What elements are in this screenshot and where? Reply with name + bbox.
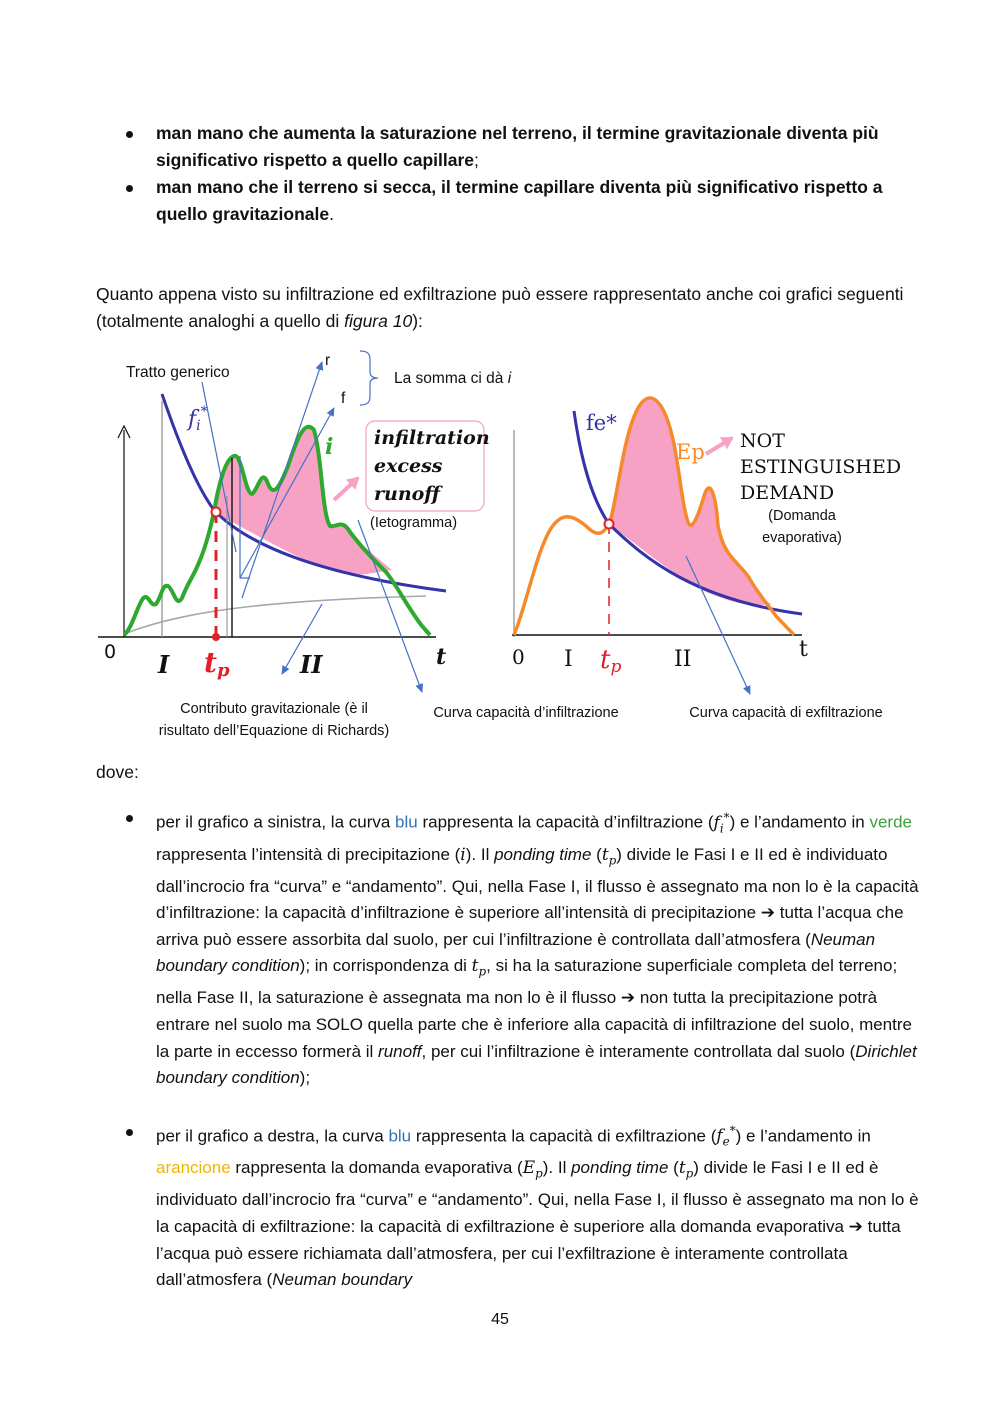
right-phase-1-label: I <box>564 647 573 672</box>
blu-word: blu <box>388 1126 412 1146</box>
not-line-1: NOT <box>740 430 785 452</box>
left-phase-1-label: I <box>158 650 170 679</box>
ponding-time-italic: ponding time <box>571 1158 669 1178</box>
dove-label: dove: <box>96 762 139 782</box>
runoff-italic: runoff <box>378 1041 422 1061</box>
bullet-dot <box>126 131 133 138</box>
fi-symbol: $f_i^*$ <box>713 810 730 836</box>
right-graph <box>512 398 901 721</box>
page-number: 45 <box>491 1311 509 1328</box>
fi-label: fi* <box>188 404 208 434</box>
not-line-2: ESTINGUISHED <box>740 456 902 478</box>
left-origin-label: 0 <box>104 641 117 663</box>
curva-exf-label: Curva capacità di exfiltrazione <box>689 705 883 721</box>
ep-symbol: $E_p$ <box>522 1158 543 1181</box>
bold-text: man mano che il terreno si secca, il termine capillare diventa più significativo rispetto a quello gravitazionale <box>156 177 883 224</box>
text: ): <box>412 311 423 331</box>
pink-arrow-left <box>334 478 358 500</box>
ietogramma-label: (Ietogramma) <box>370 515 458 531</box>
italic-text: figura 10 <box>344 311 413 331</box>
text: . <box>329 204 334 224</box>
left-t-label: t <box>436 644 447 670</box>
text: ; <box>474 150 479 170</box>
blu-word: blu <box>395 812 418 832</box>
bullet-dot <box>126 815 133 822</box>
grav-label-line1: Contributo gravitazionale (è il <box>180 701 368 717</box>
arancione-word: arancione <box>156 1158 231 1178</box>
tp-symbol: $t_p$ <box>601 844 617 868</box>
r-label: r <box>325 352 331 369</box>
left-phase-2-label: II <box>300 650 323 679</box>
i-label: i <box>325 434 334 460</box>
right-phase-2-label: II <box>674 647 692 672</box>
ponding-time-italic: ponding time <box>494 844 592 864</box>
infiltration-exfiltration-figure <box>96 346 916 746</box>
sum-brace <box>360 351 378 405</box>
neuman-italic: Neuman boundary condition <box>156 929 876 976</box>
tratto-label: Tratto generico <box>126 364 230 381</box>
left-graph <box>98 351 622 739</box>
box-line-3: runoff <box>374 483 441 505</box>
domanda-line-2: evaporativa) <box>762 530 842 546</box>
f-label: f <box>341 390 346 407</box>
bold-text: man mano che aumenta la saturazione nel terreno, il termine gravitazionale diventa più significativo rispetto a quello capillare <box>156 123 879 170</box>
body-bullet-1: per il grafico a sinistra, la curva blu rappresenta la capacità d’infiltrazione $(f_i^*)$ e l’andamento in verde rappresenta l’intensità di precipitazione (i). Il ponding time $(t_p)$ divide le Fasi I e II ed è individuato dall’incrocio fra “curva” e “andamento”. Qui, nella Fase I, il flusso è assegnato ma non lo è la capacità d’infiltrazione: la capacità d’infiltrazione è superiore all’intensità di precipitazione ➔ tutta l’acqua che arriva può essere assorbita dal suolo, per cui l’infiltrazione è controllata dall’atmosfera (Neuman boundary condition); in corrispondenza di $t_p$, si ha la saturazione superficiale completa del terreno; nella Fase II, la saturazione è assegnata ma non lo è il flusso ➔ non tutta la precipitazione potrà entrare nel suolo ma SOLO quella parte che è inferiore alla capacità di infiltrazione del suolo, mentre la parte in eccesso formerà il runoff, per cui l’infiltrazione è interamente controllata dal suolo (Dirichlet boundary condition); <box>96 804 926 1092</box>
sum-label: La somma ci dà i <box>394 370 512 387</box>
right-t-label: t <box>799 637 808 662</box>
tp-axis-point <box>212 633 220 641</box>
right-tp-label: tp <box>600 645 622 677</box>
neuman-italic: Neuman boundary <box>272 1270 413 1290</box>
right-ponding-point <box>605 520 614 529</box>
box-line-2: excess <box>374 455 443 477</box>
top-bullet-1 <box>96 120 916 174</box>
dirichlet-italic: Dirichlet boundary condition <box>156 1041 917 1088</box>
body-bullet-list <box>96 804 926 1294</box>
body-bullet-2: per il grafico a destra, la curva blu rappresenta la capacità di exfiltrazione $(f_e^*)$ e l’andamento in arancione rappresenta la domanda evaporativa $(E_p)$. Il ponding time $(t_p)$ divide le Fasi I e II ed è individuato dall’incrocio fra “curva” e “andamento”. Qui, nella Fase I, il flusso è assegnato ma non lo è la capacità di exfiltrazione: la capacità di exfiltrazione è superiore alla domanda evaporativa ➔ tutta l’acqua può essere richiamata dall’atmosfera, per cui l’exfiltrazione è interamente controllata dall’atmosfera (Neuman boundary <box>96 1118 926 1294</box>
text: Quanto appena visto su infiltrazione ed exfiltrazione può essere rappresentato anche coi grafici seguenti (totalmente analoghi a quello di <box>96 284 904 331</box>
i-symbol: i <box>460 844 466 865</box>
ponding-point <box>212 508 221 517</box>
top-bullet-list <box>96 120 916 228</box>
domanda-line-1: (Domanda <box>768 508 836 524</box>
top-bullet-2 <box>96 174 916 228</box>
fe-label: fe* <box>586 411 617 435</box>
right-origin-label: 0 <box>512 645 525 669</box>
ep-label: Ep <box>676 440 705 464</box>
gravitational-curve <box>124 596 426 634</box>
pink-arrow-right <box>706 438 732 454</box>
bullet-dot <box>126 185 133 192</box>
bullet-dot <box>126 1129 133 1136</box>
curva-inf-arrow <box>358 520 422 692</box>
intro-paragraph <box>96 281 916 335</box>
tp-symbol: $t_p$ <box>678 1158 694 1181</box>
grav-label-line2: risultato dell’Equazione di Richards) <box>158 723 390 739</box>
left-tp-label: tp <box>204 646 230 681</box>
curva-inf-label: Curva capacità d’infiltrazione <box>433 705 619 721</box>
fe-symbol: $f_e^*$ <box>716 1123 736 1149</box>
box-line-1: infiltration <box>374 427 490 449</box>
verde-word: verde <box>869 812 912 832</box>
not-line-3: DEMAND <box>740 482 835 504</box>
tp-symbol-2: $t_p$ <box>471 956 487 979</box>
